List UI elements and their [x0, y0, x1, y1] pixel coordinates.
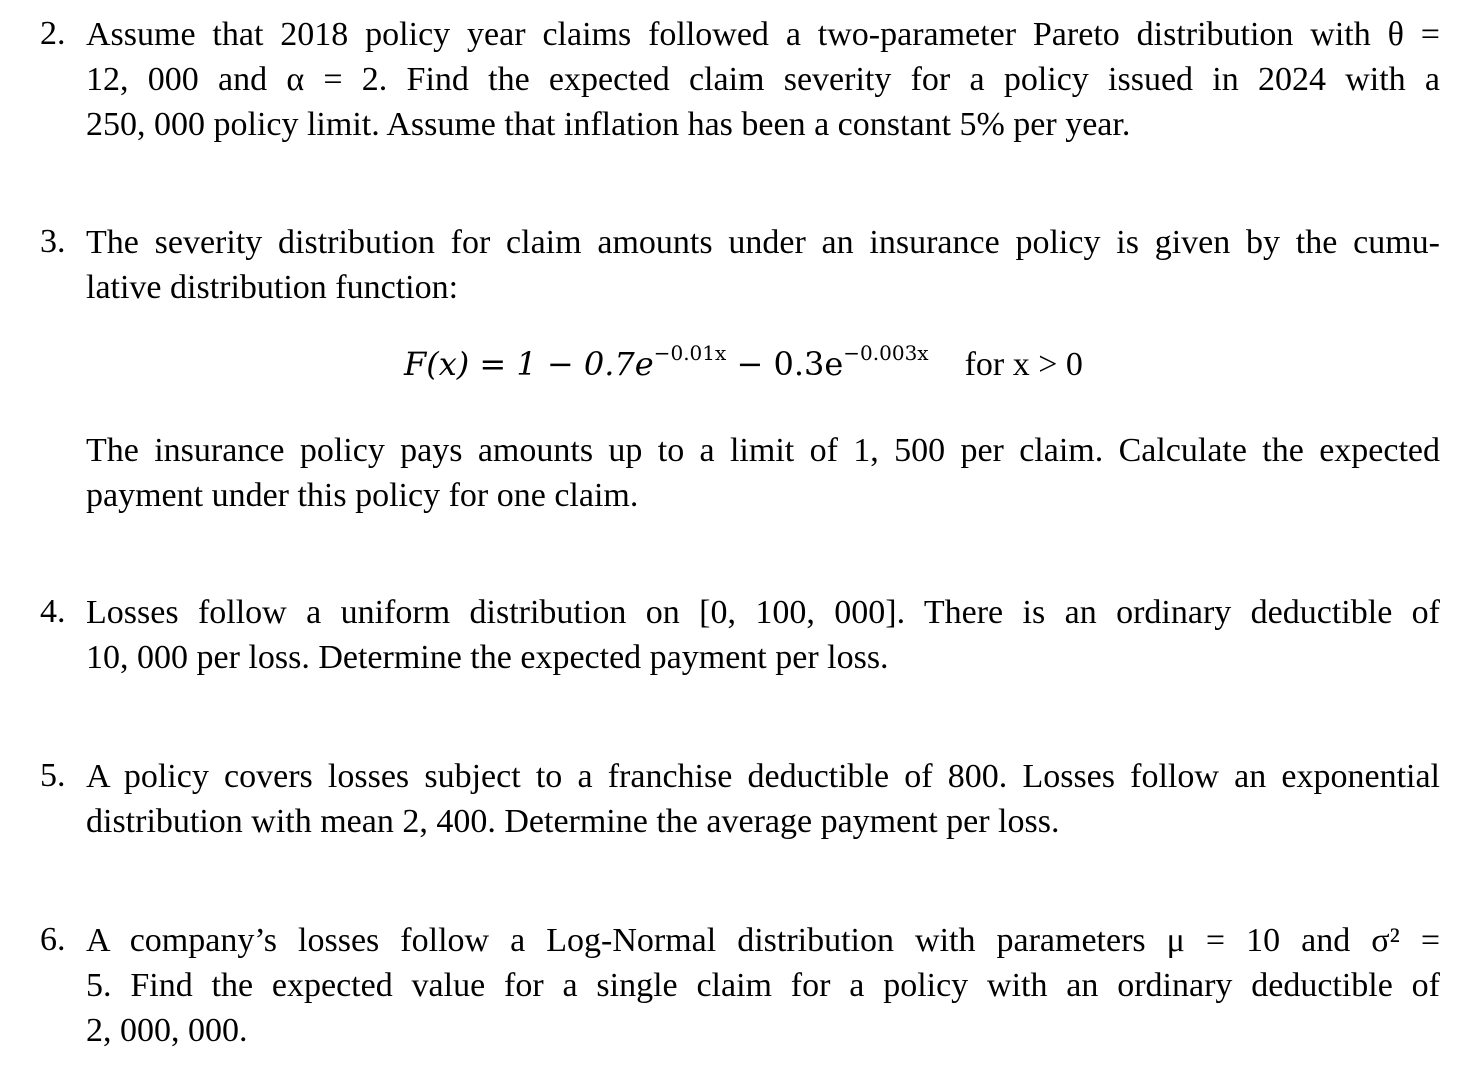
problem-text-line: 250, 000 policy limit. Assume that inflation has been a constant 5% per year.	[86, 106, 1131, 143]
problem-text-line: Losses follow a uniform distribution on [0, 100, 000]. There is an ordinary deductible of	[86, 594, 1440, 631]
problem-text-line: Assume that 2018 policy year claims followed a two-parameter Pareto distribution with θ =	[86, 16, 1440, 53]
equation-exponent-1: −0.01x	[653, 341, 727, 365]
problem-text-line: 5. Find the expected value for a single claim for a policy with an ordinary deductible of	[86, 967, 1440, 1004]
problem-text-line: 2, 000, 000.	[86, 1012, 248, 1049]
problem-text-line: A company’s losses follow a Log-Normal distribution with parameters μ = 10 and σ² =	[86, 922, 1440, 959]
equation-mid: − 0.3e	[726, 345, 844, 383]
problem-text-line: payment under this policy for one claim.	[86, 477, 639, 514]
problem-number: 2.	[40, 15, 66, 52]
problem-number: 3.	[40, 223, 66, 260]
problem-text-line: 10, 000 per loss. Determine the expected payment per loss.	[86, 639, 889, 676]
problem-number: 4.	[40, 593, 66, 630]
problem-text-line: A policy covers losses subject to a franchise deductible of 800. Losses follow an exponential	[86, 758, 1440, 795]
equation-condition: for x > 0	[964, 346, 1083, 383]
equation-lhs: F(x) = 1 − 0.7e	[404, 345, 654, 383]
problem-text-line: 12, 000 and α = 2. Find the expected claim severity for a policy issued in 2024 with a	[86, 61, 1440, 98]
problem-text-line: distribution with mean 2, 400. Determine the average payment per loss.	[86, 803, 1060, 840]
problem-number: 6.	[40, 921, 66, 958]
problem-text-line: The severity distribution for claim amounts under an insurance policy is given by the cumu-	[86, 224, 1440, 261]
problem-number: 5.	[40, 757, 66, 794]
equation-exponent-2: −0.003x	[843, 341, 929, 365]
problem-text-line: lative distribution function:	[86, 269, 459, 306]
cdf-equation	[404, 341, 1083, 384]
problem-text-line: The insurance policy pays amounts up to a limit of 1, 500 per claim. Calculate the expected	[86, 432, 1440, 469]
